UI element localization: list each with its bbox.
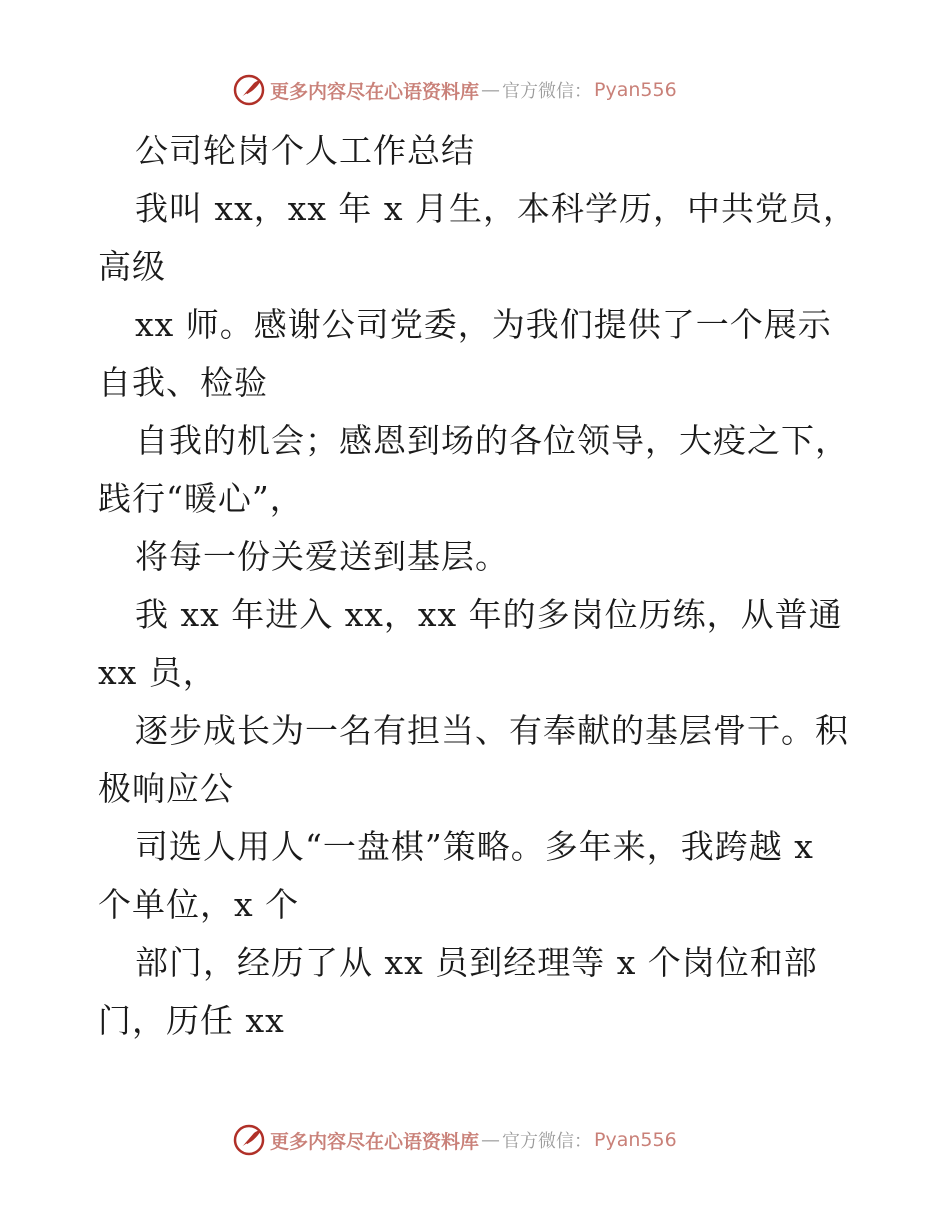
text-line: 自我的机会；感恩到场的各位领导，大疫之下， — [135, 421, 849, 460]
document-body — [98, 122, 858, 1050]
text-line: 部门，经历了从 xx 员到经理等 x 个岗位和部 — [135, 943, 818, 982]
text-line: 司选人用人“一盘棋”策略。多年来，我跨越 x — [135, 827, 814, 866]
quill-logo-icon — [232, 1123, 266, 1157]
footer-wechat-label: 官方微信： — [502, 1131, 593, 1152]
text-line: 极响应公 — [98, 769, 234, 808]
text-line: xx 员， — [98, 653, 217, 692]
text-line: 自我、检验 — [98, 363, 268, 402]
text-line: 我叫 xx，xx 年 x 月生，本科学历，中共党员， — [135, 189, 858, 228]
header-wechat-id: Pyan556 — [594, 79, 677, 101]
footer-banner-text: 更多内容尽在心语资料库 — [270, 1130, 480, 1153]
text-line: 将每一份关爱送到基层。 — [135, 537, 509, 576]
quill-logo-icon — [232, 73, 266, 107]
text-line: 践行“暖心”， — [98, 479, 304, 518]
text-line: 高级 — [98, 247, 166, 286]
text-line: 逐步成长为一名有担当、有奉献的基层骨干。积 — [135, 711, 849, 750]
footer-banner-dash: — — [481, 1129, 501, 1151]
document-title: 公司轮岗个人工作总结 — [135, 131, 475, 170]
header-wechat-label: 官方微信： — [502, 81, 593, 102]
header-banner-dash: — — [481, 79, 501, 101]
text-line: xx 师。感谢公司党委，为我们提供了一个展示 — [135, 305, 832, 344]
text-line: 我 xx 年进入 xx，xx 年的多岗位历练，从普通 — [135, 595, 843, 634]
header-banner — [232, 70, 752, 110]
text-line: 个单位，x 个 — [98, 885, 300, 924]
text-line: 门，历任 xx — [98, 1001, 285, 1040]
header-banner-text: 更多内容尽在心语资料库 — [270, 80, 480, 103]
footer-wechat-id: Pyan556 — [594, 1129, 677, 1151]
footer-banner — [232, 1120, 752, 1160]
